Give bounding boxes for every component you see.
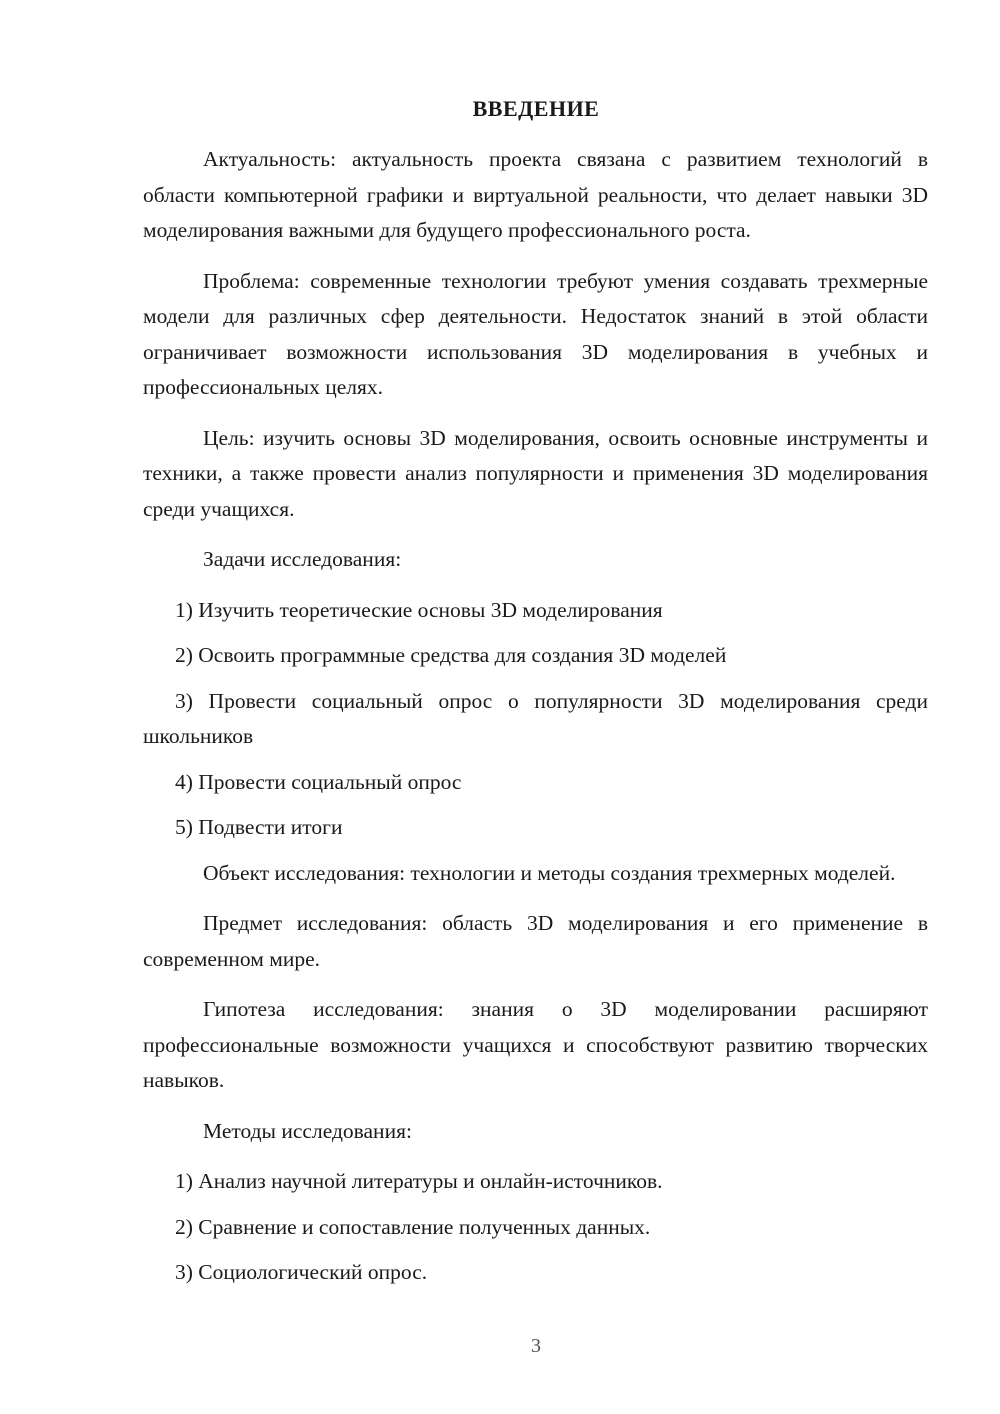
page-number: 3 xyxy=(531,1335,541,1357)
method-item-1: 1) Анализ научной литературы и онлайн-источников. xyxy=(175,1169,663,1193)
methods-heading: Методы исследования: xyxy=(203,1118,412,1143)
method-item-2: 2) Сравнение и сопоставление полученных данных. xyxy=(175,1214,651,1239)
goal-paragraph: Цель: изучить основы 3D моделирования, освоить основные инструменты и техники, а также провести анализ популярности и применения 3D моделирования среди учащихся. xyxy=(143,425,928,521)
hypothesis-paragraph: Гипотеза исследования: знания о 3D моделировании расширяют профессиональные возможности учащихся и способствуют развитию творческих навыков. xyxy=(143,997,928,1092)
object-paragraph: Объект исследования: технологии и методы создания трехмерных моделей. xyxy=(203,860,896,885)
document-body xyxy=(143,142,928,1301)
relevance-paragraph: Актуальность: актуальность проекта связана с развитием технологий в области компьютерной графики и виртуальной реальности, что делает навыки 3D моделирования важными для будущего профессионального роста. xyxy=(143,147,928,242)
task-item-2: 2) Освоить программные средства для создания 3D моделей xyxy=(175,643,727,667)
task-item-4: 4) Провести социальный опрос xyxy=(175,769,462,794)
tasks-heading: Задачи исследования: xyxy=(203,547,402,571)
method-item-3: 3) Социологический опрос. xyxy=(175,1260,428,1284)
task-item-3: 3) Провести социальный опрос о популярности 3D моделирования среди школьников xyxy=(143,688,928,748)
task-item-5: 5) Подвести итоги xyxy=(175,815,343,839)
subject-paragraph: Предмет исследования: область 3D моделирования и его применение в современном мире. xyxy=(143,911,928,971)
page-title: ВВЕДЕНИЕ xyxy=(472,96,600,121)
task-item-1: 1) Изучить теоретические основы 3D моделирования xyxy=(175,597,663,622)
problem-paragraph: Проблема: современные технологии требуют умения создавать трехмерные модели для различных сфер деятельности. Недостаток знаний в этой области ограничивает возможности использования 3D моделирования в учебных и профессиональных целях. xyxy=(143,268,928,399)
